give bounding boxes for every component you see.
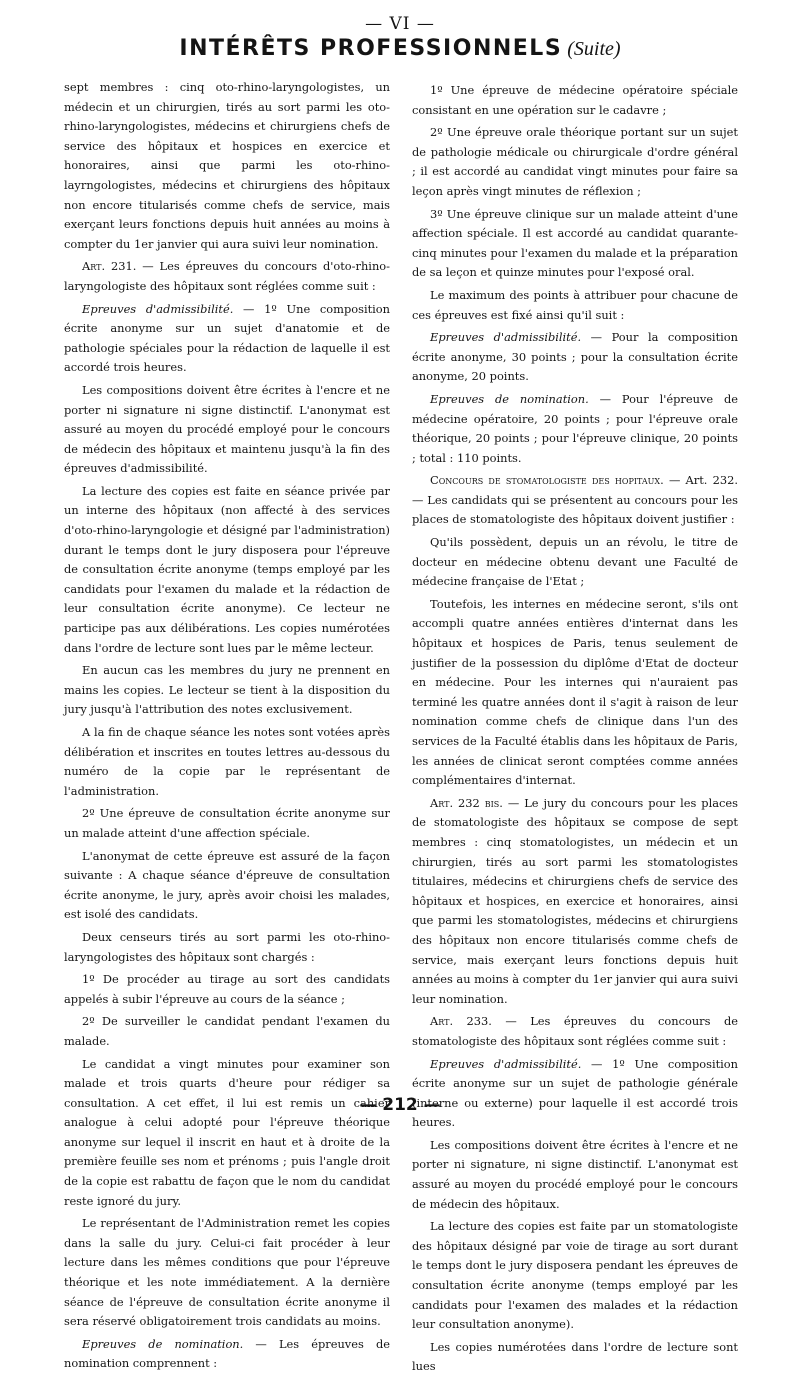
paragraph-text: En aucun cas les membres du jury ne prennent en mains les copies. Le lecteur se tient à la disposition du jury jusqu'à l'attribution des notes exclusivement. xyxy=(64,663,390,717)
paragraph-text: Les compositions doivent être écrites à l'encre et ne porter ni signature, ni signe distinctif. L'anonymat est assuré au moyen du procédé employé pour le concours de médecin des hôpitaux. xyxy=(412,1137,738,1211)
paragraph-text: sept membres : cinq oto-rhino-laryngologistes, un médecin et un chirurgien, tirés au sort parmi les oto-rhino-laryngologistes, médecins et chirurgiens chefs de service des hôpitaux et hospices en exercice et honoraires, ainsi que parmi les oto-rhino-layrngologistes, médecins et chirurgiens des hôpitaux non encore titularisés comme chefs de service, mais exerçant leurs fonctions depuis huit années au moins à compter du 1er janvier qui aura suivi leur nomination. xyxy=(64,80,390,251)
paragraph-lead: Art. 231. xyxy=(82,259,137,274)
paragraph xyxy=(64,1214,390,1332)
paragraph-text: — 1º Une composition écrite anonyme sur un sujet d'anatomie et de pathologie spéciales pour la rédaction de laquelle il est accordé trois heures. xyxy=(64,301,390,375)
paragraph-text: — Art. 232. — Les candidats qui se présentent au concours pour les places de stomatologiste des hôpitaux doivent justifier : xyxy=(412,473,738,527)
paragraph-text: Les copies numérotées dans l'ordre de lecture sont lues xyxy=(412,1339,738,1374)
paragraph-text: — Le jury du concours pour les places de stomatologiste des hôpitaux se compose de sept membres : cinq stomatologistes, un médecin et un chirurgien, tirés au sort parmi les stomatologistes titulaires, médecins et chirurgiens chefs de service des hôpitaux et hospices, en exercice et honoraires, ainsi que parmi les stomatologistes, médecins et chirurgiens des hôpitaux non encore titularisés comme chefs de service, mais exerçant leurs fonctions depuis huit années au moins à compter du 1er janvier qui aura suivi leur nomination. xyxy=(412,795,739,1006)
roman-page-number: — VI — xyxy=(365,14,435,34)
paragraph-text: Toutefois, les internes en médecine seront, s'ils ont accompli quatre années entières d'internat dans les hôpitaux et hospices de Paris, tenus seulement de justifier de la possession du diplôme d'Etat de docteur en médecine. Pour les internes qui n'auraient pas terminé les quatre années dont il s'agit à raison de leur nomination comme chefs de clinique dans l'un des services de la Faculté établis dans les hôpitaux de Paris, les années de clinicat seront comptées comme années complémentaires d'internat. xyxy=(412,596,738,788)
paragraph xyxy=(64,1012,390,1051)
paragraph-text: — Pour l'épreuve de médecine opératoire, 20 points ; pour l'épreuve orale théorique, 20 points ; pour l'épreuve clinique, 20 points ; total : 110 points. xyxy=(412,391,738,465)
right-column xyxy=(412,78,739,1374)
paragraph xyxy=(64,847,390,925)
paragraph-text: Le représentant de l'Administration remet les copies dans la salle du jury. Celui-ci fait procéder à leur lecture dans les mêmes conditions que pour l'épreuve théorique et les note immédiatement. A la dernière séance de l'épreuve de consultation écrite anonyme il sera réservé obligatoirement trois candidats au moins. xyxy=(64,1216,390,1329)
paragraph xyxy=(412,533,738,592)
paragraph xyxy=(64,661,390,720)
paragraph xyxy=(412,81,738,120)
paragraph-text: La lecture des copies est faite par un stomatologiste des hôpitaux désigné par voie de tirage au sort durant le temps dont le jury disposera pendant les épreuves de consultation écrite anonyme (temps employé par les candidats pour l'examen des malades et la rédaction leur consultation anonyme). xyxy=(412,1219,738,1332)
paragraph xyxy=(412,794,738,1010)
paragraph-text: L'anonymat de cette épreuve est assuré de la façon suivante : A chaque séance d'épreuve de consultation écrite anonyme, le jury, après avoir choisi les malades, est isolé des candidats. xyxy=(64,848,390,922)
paragraph-text: A la fin de chaque séance les notes sont votées après délibération et inscrites en toutes lettres au-dessous du numéro de la copie par le représentant de l'administration. xyxy=(64,725,390,798)
paragraph xyxy=(412,1136,738,1214)
paragraph xyxy=(412,1012,738,1051)
paragraph xyxy=(64,723,390,801)
paragraph xyxy=(64,78,390,254)
paragraph-text: Qu'ils possèdent, depuis un an révolu, le titre de docteur en médecine obtenu devant une Faculté de médecine française de l'Etat ; xyxy=(412,535,738,589)
paragraph-text: La lecture des copies est faite en séance privée par un interne des hôpitaux (non affecté à des services d'oto-rhino-laryngologie et désigné par l'administration) durant le temps dont le jury disposera pour l'épreuve de consultation écrite anonyme (temps employé par les candidats pour l'examen du malade et la rédaction de leur consultation écrite anonyme). Ce lecteur ne participe pas aux délibérations. Les copies numérotées dans l'ordre de lecture sont lues par le même lecteur. xyxy=(64,483,390,655)
paragraph xyxy=(64,804,390,843)
paragraph-text: — 1º Une composition écrite anonyme sur un sujet de pathologie générale (interne ou externe) pour laquelle il est accordé trois heures. xyxy=(412,1056,738,1130)
section-title: INTÉRÊTS PROFESSIONNELS xyxy=(179,36,563,61)
paragraph-text: — Les épreuves de nomination comprennent : xyxy=(64,1336,390,1371)
paragraph-text: 1º Une épreuve de médecine opératoire spéciale consistant en une opération sur le cadavre ; xyxy=(412,83,738,117)
paragraph xyxy=(412,595,738,791)
paragraph xyxy=(64,970,390,1009)
paragraph xyxy=(412,1055,738,1133)
paragraph xyxy=(412,328,738,387)
paragraph-text: — Les épreuves du concours de stomatologiste des hôpitaux sont réglées comme suit : xyxy=(412,1014,738,1048)
paragraph-text: 2º Une épreuve de consultation écrite anonyme sur un malade atteint d'une affection spéciale. xyxy=(64,806,390,840)
paragraph xyxy=(412,390,738,468)
paragraph-text: Les compositions doivent être écrites à l'encre et ne porter ni signature ni signe distinctif. L'anonymat est assuré au moyen du procédé employé pour le concours de médecin des hôpitaux et maintenu jusqu'à la fin des épreuves d'admissibilité. xyxy=(64,382,390,476)
page-number: — 212 — xyxy=(359,1095,441,1115)
paragraph-lead: Epreuves d'admissibilité. xyxy=(82,301,234,316)
paragraph xyxy=(64,257,390,296)
paragraph-text: 3º Une épreuve clinique sur un malade atteint d'une affection spéciale. Il est accordé au candidat quarante-cinq minutes pour l'examen du malade et la préparation de sa leçon et quinze minutes pour l'exposé oral. xyxy=(412,206,738,280)
paragraph xyxy=(64,928,390,967)
paragraph xyxy=(64,300,390,378)
paragraph xyxy=(64,381,390,479)
paragraph-lead: Art. 233. xyxy=(430,1014,492,1029)
paragraph-text: Deux censeurs tirés au sort parmi les oto-rhino-laryngologistes des hôpitaux sont chargés : xyxy=(64,929,390,964)
section-subtitle: (Suite) xyxy=(567,38,621,60)
paragraph-text: Le maximum des points à attribuer pour chacune de ces épreuves est fixé ainsi qu'il suit : xyxy=(412,287,738,322)
paragraph xyxy=(64,1055,390,1212)
page-header xyxy=(0,36,800,61)
paragraph xyxy=(412,123,738,201)
left-column xyxy=(64,78,390,1371)
paragraph xyxy=(412,471,738,530)
paragraph-text: 2º De surveiller le candidat pendant l'examen du malade. xyxy=(64,1014,390,1048)
paragraph-lead: Epreuves de nomination. xyxy=(82,1336,244,1351)
paragraph xyxy=(64,482,390,658)
paragraph-text: — Pour la composition écrite anonyme, 30 points ; pour la consultation écrite anonyme, 20 points. xyxy=(412,330,738,384)
paragraph xyxy=(412,1217,738,1335)
paragraph-text: 1º De procéder au tirage au sort des candidats appelés à subir l'épreuve au cours de la séance ; xyxy=(64,972,390,1006)
paragraph-text: — Les épreuves du concours d'oto-rhino-laryngologiste des hôpitaux sont réglées comme suit : xyxy=(64,259,390,293)
paragraph-text: 2º Une épreuve orale théorique portant sur un sujet de pathologie médicale ou chirurgicale d'ordre général ; il est accordé au candidat vingt minutes pour faire sa leçon après vingt minutes de réflexion ; xyxy=(412,125,738,198)
paragraph-lead: Epreuves de nomination. xyxy=(430,391,589,406)
paragraph xyxy=(412,1338,738,1377)
paragraph-text: Le candidat a vingt minutes pour examiner son malade et trois quarts d'heure pour rédiger sa consultation. A cet effet, il lui est remis un cahier analogue à celui adopté pour l'épreuve théorique anonyme sur lequel il inscrit en haut et à droite de la première feuille ses nom et prénoms ; puis l'angle droit de la copie est rabattu de façon que le nom du candidat reste ignoré du jury. xyxy=(64,1056,390,1208)
paragraph-lead: Epreuves d'admissibilité. xyxy=(430,330,582,345)
paragraph xyxy=(412,286,738,325)
paragraph-lead: Art. 232 bis. xyxy=(430,795,503,810)
paragraph xyxy=(64,1335,390,1374)
paragraph xyxy=(412,205,738,283)
paragraph-lead: Epreuves d'admissibilité. xyxy=(430,1056,582,1071)
paragraph-lead: Concours de stomatologiste des hopitaux. xyxy=(430,473,664,488)
